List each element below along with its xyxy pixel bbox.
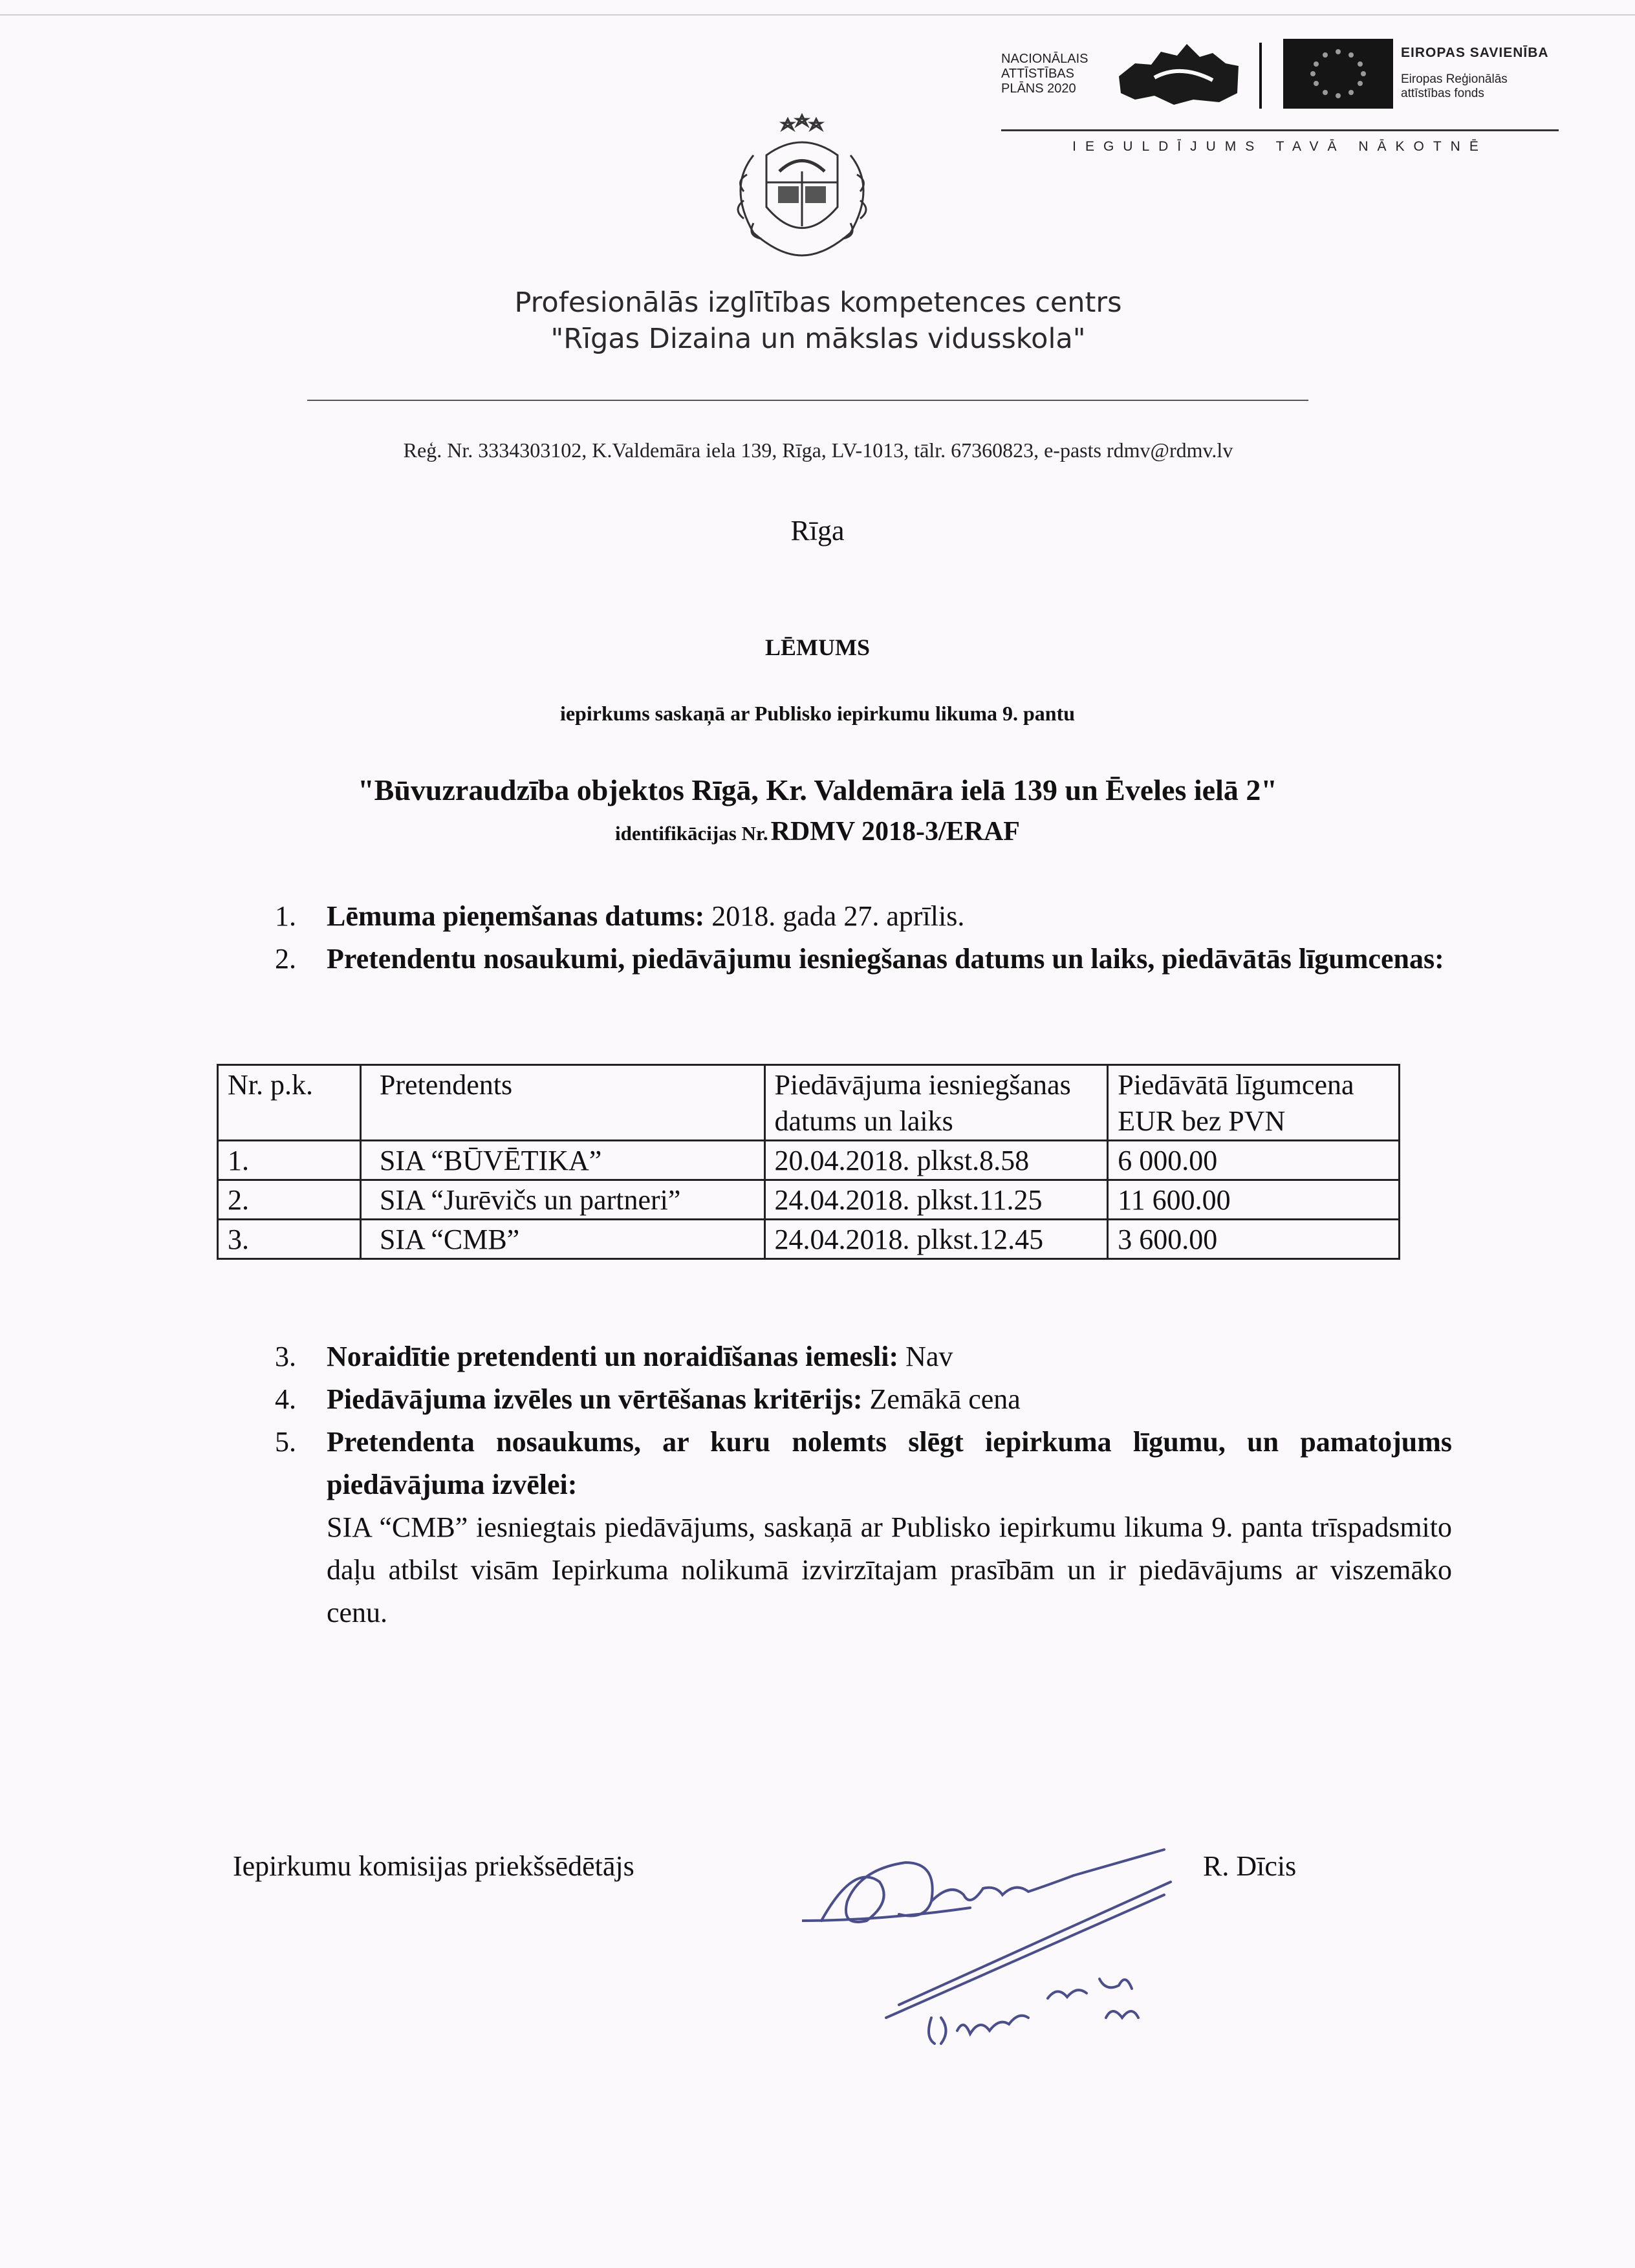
identification-number: RDMV 2018-3/ERAF — [770, 817, 1020, 847]
table-cell: 20.04.2018. plkst.8.58 — [764, 1141, 1108, 1180]
item-number: 2. — [275, 943, 296, 975]
table-cell: 24.04.2018. plkst.12.45 — [764, 1220, 1108, 1259]
logo-separator — [1259, 43, 1262, 109]
city: Rīga — [790, 515, 845, 546]
table-cell: 24.04.2018. plkst.11.25 — [764, 1180, 1108, 1220]
nap-line-3: PLĀNS 2020 — [1001, 81, 1076, 96]
list-item — [275, 895, 1452, 938]
table-row — [218, 1220, 1400, 1259]
item-label: Lēmuma pieņemšanas datums: — [327, 900, 705, 932]
project-title: "Būvuzraudzība objektos Rīgā, Kr. Valdemāra ielā 139 un Ēveles ielā 2" — [358, 773, 1277, 806]
identification — [0, 816, 1635, 847]
institution-header — [259, 285, 1378, 357]
institution-line-1: Profesionālās izglītības kompetences centrs — [514, 286, 1122, 319]
item-number: 3. — [275, 1341, 296, 1372]
item-text: Zemākā cena — [862, 1383, 1021, 1415]
eu-title: EIROPAS SAVIENĪBA — [1401, 45, 1549, 60]
table-cell: 3. — [218, 1220, 361, 1259]
table-header-row — [218, 1065, 1400, 1141]
eu-sub-line-2: attīstības fonds — [1401, 87, 1484, 100]
offers-table — [217, 1064, 1400, 1260]
table-row — [218, 1141, 1400, 1180]
eu-flag-icon — [1283, 39, 1393, 109]
table-cell: 1. — [218, 1141, 361, 1180]
coat-of-arms-icon — [715, 110, 889, 272]
logo-rule — [1001, 129, 1559, 131]
table-cell: 11 600.00 — [1108, 1180, 1400, 1220]
item-number: 1. — [275, 900, 296, 932]
list-item — [275, 1421, 1452, 1634]
institution-line-2: "Rīgas Dizaina un mākslas vidusskola" — [550, 323, 1086, 355]
item-number: 5. — [275, 1426, 296, 1458]
header-cell: Piedāvātā līgumcena EUR bez PVN — [1108, 1065, 1400, 1141]
nap-logo-text — [1001, 52, 1111, 96]
item-number: 4. — [275, 1383, 296, 1415]
document-subtitle: iepirkums saskaņā ar Publisko iepirkumu likuma 9. pantu — [559, 702, 1076, 725]
nap-line-2: ATTĪSTĪBAS — [1001, 67, 1074, 81]
table-cell: 3 600.00 — [1108, 1220, 1400, 1259]
table-cell: 6 000.00 — [1108, 1141, 1400, 1180]
document-title: LĒMUMS — [765, 634, 870, 660]
header-rule — [307, 400, 1308, 401]
header-cell: Nr. p.k. — [218, 1065, 361, 1141]
signer-name: R. Dīcis — [1203, 1850, 1297, 1882]
item-text: SIA “CMB” iesniegtais piedāvājums, saskaņā ar Publisko iepirkumu likuma 9. panta trīspadsmito daļu atbilst visām Iepirkuma nolikumā izvirzītajam prasībām un ir piedāvājums ar viszemāko cenu. — [327, 1511, 1452, 1628]
eu-sub-line-1: Eiropas Reģionālās — [1401, 72, 1508, 86]
list-item — [275, 1378, 1452, 1421]
latvia-map-icon — [1116, 38, 1242, 109]
motto: IEGULDĪJUMS TAVĀ NĀKOTNĒ — [1072, 139, 1488, 154]
registration-info: Reģ. Nr. 3334303102, K.Valdemāra iela 139, Rīga, LV-1013, tālr. 67360823, e-pasts rdmv@rdmv.lv — [403, 438, 1233, 462]
list-item — [275, 1335, 1452, 1378]
table-cell: SIA “CMB” — [360, 1220, 764, 1259]
table-cell: SIA “BŪVĒTIKA” — [360, 1141, 764, 1180]
header-cell: Pretendents — [360, 1065, 764, 1141]
list-item — [275, 938, 1452, 980]
item-label: Noraidītie pretendenti un noraidīšanas iemesli: — [327, 1341, 899, 1372]
item-text: 2018. gada 27. aprīlis. — [704, 900, 965, 932]
eu-logo-text — [1401, 45, 1595, 101]
item-label: Pretendenta nosaukums, ar kuru nolemts slēgt iepirkuma līgumu, un pamatojums piedāvājuma izvēlei: — [327, 1426, 1452, 1500]
table-cell: SIA “Jurēvičs un partneri” — [360, 1180, 764, 1220]
table-cell: 2. — [218, 1180, 361, 1220]
item-label: Pretendentu nosaukumi, piedāvājumu iesniegšanas datums un laiks, piedāvātās līgumcenas: — [327, 943, 1444, 975]
header-cell: Piedāvājuma iesniegšanas datums un laiks — [764, 1065, 1108, 1141]
nap-line-1: NACIONĀLAIS — [1001, 52, 1088, 66]
identification-label: identifikācijas Nr. — [615, 822, 768, 845]
top-edge-line — [0, 14, 1635, 16]
item-text: Nav — [898, 1341, 953, 1372]
table-row — [218, 1180, 1400, 1220]
signer-role: Iepirkumu komisijas priekšsēdētājs — [233, 1850, 634, 1882]
handwritten-signature — [802, 1824, 1229, 2057]
item-label: Piedāvājuma izvēles un vērtēšanas kritērijs: — [327, 1383, 863, 1415]
